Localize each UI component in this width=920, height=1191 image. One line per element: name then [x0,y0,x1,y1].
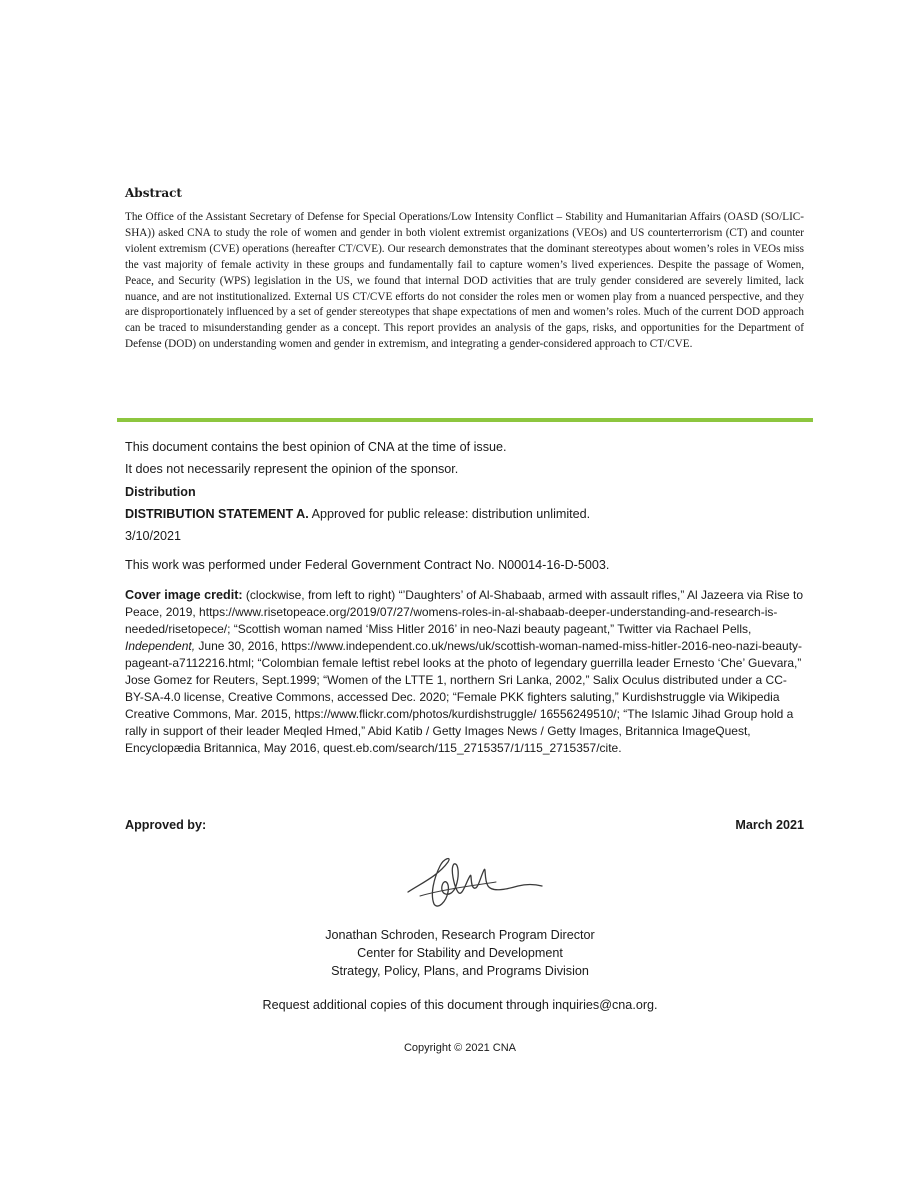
copyright: Copyright © 2021 CNA [403,1042,517,1054]
abstract-body: The Office of the Assistant Secretary of Defense for Special Operations/Low Intensity Conflict – Stability and Humanitarian Affairs (OASD (SO/LIC-SHA)) asked CNA to study the role of women and gender in both violent extremist organizations (VEOs) and US counterterrorism (CT) and counter violent extremism (CVE) operations (hereafter CT/CVE). Our research demonstrates that the dominant stereotypes about women’s roles in VEOs miss the vast majority of female activity in these groups and fundamentally fail to capture women’s lived experiences. Despite the passage of Women, Peace, and Security (WPS) legislation in the US, we found that internal DOD activities that are truly gender considered are severely limited, lack nuance, and are not institutionalized. External US CT/CVE efforts do not consider the roles men or women play from a nuanced perspective, and they are disproportionately influenced by a set of gender stereotypes that shape expectations of men and women’s roles. Much of the current DOD approach can be traced to misunderstanding gender as a concept. This report provides an analysis of the gaps, risks, and opportunities for the Department of Defense (DOD) on understanding women and gender in extremism, and integrating a gender-considered approach to CT/CVE. [125,211,804,351]
approver-division: Strategy, Policy, Plans, and Programs Division [331,964,589,978]
signature-image [400,852,545,914]
abstract-heading: Abstract [125,186,182,200]
distribution-date: 3/10/2021 [125,529,182,543]
cover-credit-italic: Independent, [125,639,196,653]
approved-by-label: Approved by: [125,818,207,832]
approval-date: March 2021 [735,818,804,832]
distribution-statement-label: DISTRIBUTION STATEMENT A. [125,507,309,521]
cover-credit-text-1: (clockwise, from left to right) “’Daughters’ of Al-Shabaab, armed with assault rifles,” Al Jazeera via Rise to Peace, 2019, https://www.risetopeace.org/2019/07/27/womens-roles-in-al-shabaab-deeper-understanding-and-research-is-needed/risetopece/; “Scottish woman named ‘Miss Hitler 2016’ in neo-Nazi beauty pageant,” Twitter via Rachael Pells, [125,588,804,636]
distribution-statement [125,507,805,521]
distribution-heading: Distribution [125,485,196,499]
distribution-statement-text: Approved for public release: distribution unlimited. [308,507,591,521]
cover-credit-label: Cover image credit: [125,588,243,602]
approver-name-title: Jonathan Schroden, Research Program Director [325,928,595,942]
disclaimer-line-1: This document contains the best opinion of CNA at the time of issue. [125,440,507,454]
cover-image-credit [125,587,805,757]
disclaimer-line-2: It does not necessarily represent the opinion of the sponsor. [125,462,459,476]
green-divider [117,418,813,422]
request-copies: Request additional copies of this document through inquiries@cna.org. [262,998,658,1012]
contract-statement: This work was performed under Federal Government Contract No. N00014-16-D-5003. [125,558,610,572]
cover-credit-text-2: June 30, 2016, https://www.independent.co.uk/news/uk/scottish-woman-named-miss-hitler-2016-neo-nazi-beauty-pageant-a7112216.html; “Colombian female leftist rebel looks at the photo of legendary guerrilla leader Ernesto ‘Che’ Guevara,” Jose Gomez for Reuters, Sept.1999; “Women of the LTTE 1, northern Sri Lanka, 2002,” Salix Oculus distributed under a CC-BY-SA-4.0 license, Creative Commons, accessed Dec. 2020; “Female PKK fighters saluting,” Kurdishstruggle via Wikipedia Creative Commons, Mar. 2015, https://www.flickr.com/photos/kurdishstruggle/ 16556249510/; “The Islamic Jihad Group hold a rally in support of their leader Meqled Hmed,” Abid Katib / Getty Images News / Getty Images, Britannica ImageQuest, Encyclopædia Britannica, May 2016, quest.eb.com/search/115_2715357/1/115_2715357/cite. [125,639,803,755]
approver-center: Center for Stability and Development [357,946,563,960]
